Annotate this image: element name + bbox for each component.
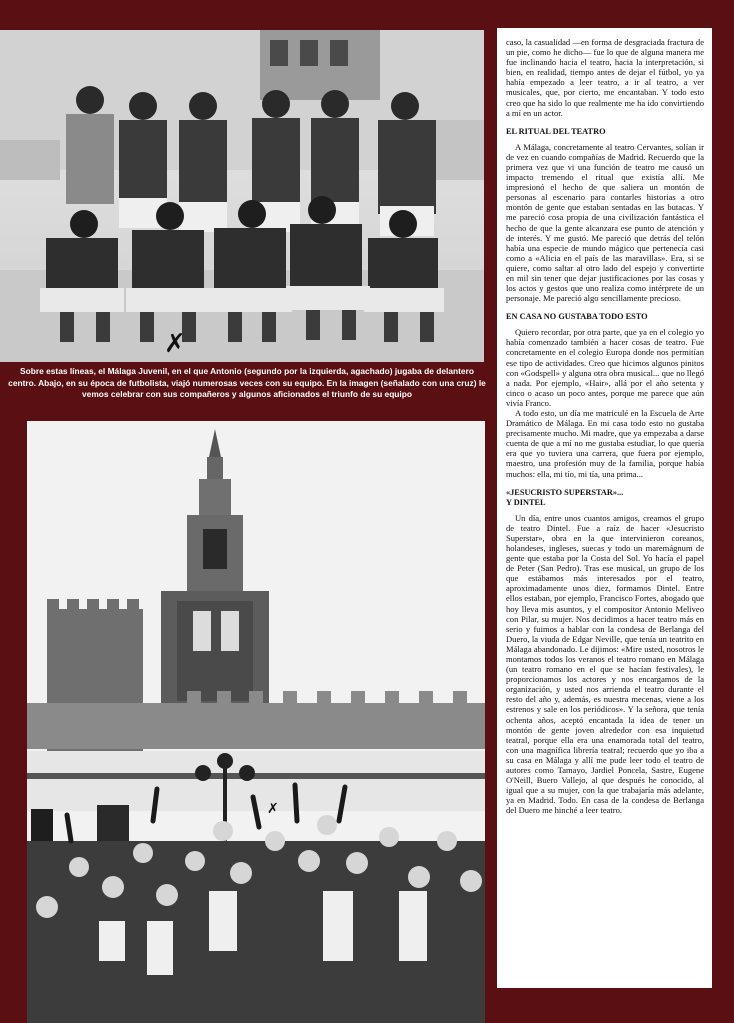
section-heading-line: Y DINTEL (506, 497, 546, 507)
group-photo-image (27, 421, 485, 1023)
article-column (497, 28, 712, 988)
section-paragraph: A Málaga, concretamente al teatro Cervantes, solían ir de vez en cuando compañías de Madrid. Recuerdo que la primera vez que vi una función de teatro me causó un impacto tremendo el ritual que existía allí. Me impresionó el hecho de que saliera un montón de personas al escenario para contarles historias a otro montón de gente que estaban sentadas en las butacas. Y me pareció cosa propia de una civilización fantástica el hecho de que la gente alcanzara ese punto de atención y de interés. Y me gustó. Me pareció que detrás del telón había una especie de mundo mágico que pertenecía casi como a «Alicia en el país de las maravillas». Era, si se quiere, como saltar al otro lado del espejo y convertirte en mil sin tener que dejar justificaciones por las cosas y los actos y gestos que uno realiza como intérprete de un personaje. Me pareció algo sencillamente precioso. (506, 141, 704, 304)
cross-mark-team: ✗ (164, 329, 186, 359)
section-heading-jesucristo (506, 488, 704, 508)
section-paragraph: Un día, entre unos cuantos amigos, creamos el grupo de teatro Dintel. Fue a raíz de hacer «Jesucristo Superstar», obra en la que intervinieron coreanos, holandeses, ingleses, suecas y todo un maremágnum de gente que estaba por la Costa del Sol. Yo hacía el papel de Peter (San Pedro). Tras ese musical, un grupo de los que estábamos más interesados por el teatro, aproximadamente unos diez, formamos Dintel. Entre ellos estaban, por ejemplo, Francisco Fortes, abogado que hoy lleva mis asuntos, y el compositor Antonio Meliveo con Pilar, su mujer. Nos decidimos a hacer teatro más en serio y fuimos a hablar con la condesa de Berlanga del Duero, la viuda de Edgar Neville, que tenía un teatrito en Málaga abandonado. Le dijimos: «Mire usted, nosotros le montamos todos los veranos el teatro romano en Málaga (un teatro romano en el que se hacían festivales), le proporcionamos los actores y nos encargamos de la organización, y usted nos arrienda el teatro durante el resto del año y, además, es nuestra mecenas, viene a los estrenos y sale en los periódicos». Y la señora, que tenía ochenta años, aceptó encantada la idea de tener un montón de gente joven alrededor con esa inquietud teatral, porque ella era una enamorada total del teatro, con una magnífica librería teatral; recuerdo que yo iba a su casa en Málaga y allí me pude leer todo el teatro de autores como Tamayo, Jardiel Poncela, Sastre, Eugene O'Neill, Buero Vallejo, al que después he conocido, al igual que a su mujer, con la que trabajaría más adelante, ya en Madrid. Todo. En casa de la condesa de Berlanga del Duero me hinché a leer teatro. (506, 512, 704, 816)
team-photo (0, 30, 484, 362)
section-paragraph: Quiero recordar, por otra parte, que ya en el colegio yo había comenzado también a hacer cosas de teatro. Fue concretamente en el colegio Europa donde nos permitían ese tipo de actividades. Creo que hicimos algunos pinitos con «Godspell» y alguna otra obra musical... que no llegó a nada. Por ejemplo, «Hair», allá por el año setenta y cinco o acaso un poco antes, porque me parece que aún vivía Franco. (506, 327, 704, 408)
photo-caption: Sobre estas líneas, el Málaga Juvenil, en el que Antonio (segundo por la izquierda, agachado) jugaba de delantero centro. Abajo, en su época de futbolista, viajó numerosas veces con su equipo. En la imagen (señalado con una cruz) le vemos celebrar con sus compañeros y algunos aficionados el triunfo de su equipo (8, 366, 486, 399)
section-heading-ritual: EL RITUAL DEL TEATRO (506, 126, 606, 136)
cross-mark-group: ✗ (267, 801, 279, 817)
team-photo-image (0, 30, 484, 362)
section-heading-line: «JESUCRISTO SUPERSTAR»... (506, 487, 624, 497)
section-paragraph: A todo esto, un día me matriculé en la Escuela de Arte Dramático de Málaga. En mi casa todo esto no gustaba precisamente mucho. Mi madre, que ya empezaba a darse cuenta de que a mí no me gustaba estudiar, lo que quería era que yo tuviera una carrera, que fuera por ejemplo, maestro, una profesión muy de la familia, porque había muchos: ella, mi tío, mi tía, una prima... (506, 408, 704, 479)
group-photo (27, 421, 485, 1023)
article-intro: caso, la casualidad —en forma de desgraciada fractura de un pie, como he dicho— fue lo que de alguna manera me fue inclinando hacia el teatro, hacia la interpretación, si bien, en realidad, tiempo antes de dejar el fútbol, yo ya había empezado a leer teatro, a ir al teatro, a ver musicales, que, por cierto, me encantaban. Y todo esto creo que ha sido lo que realmente me ha ido convirtiendo a mí en un actor. (506, 37, 704, 118)
section-heading-casa: EN CASA NO GUSTABA TODO ESTO (506, 312, 648, 322)
